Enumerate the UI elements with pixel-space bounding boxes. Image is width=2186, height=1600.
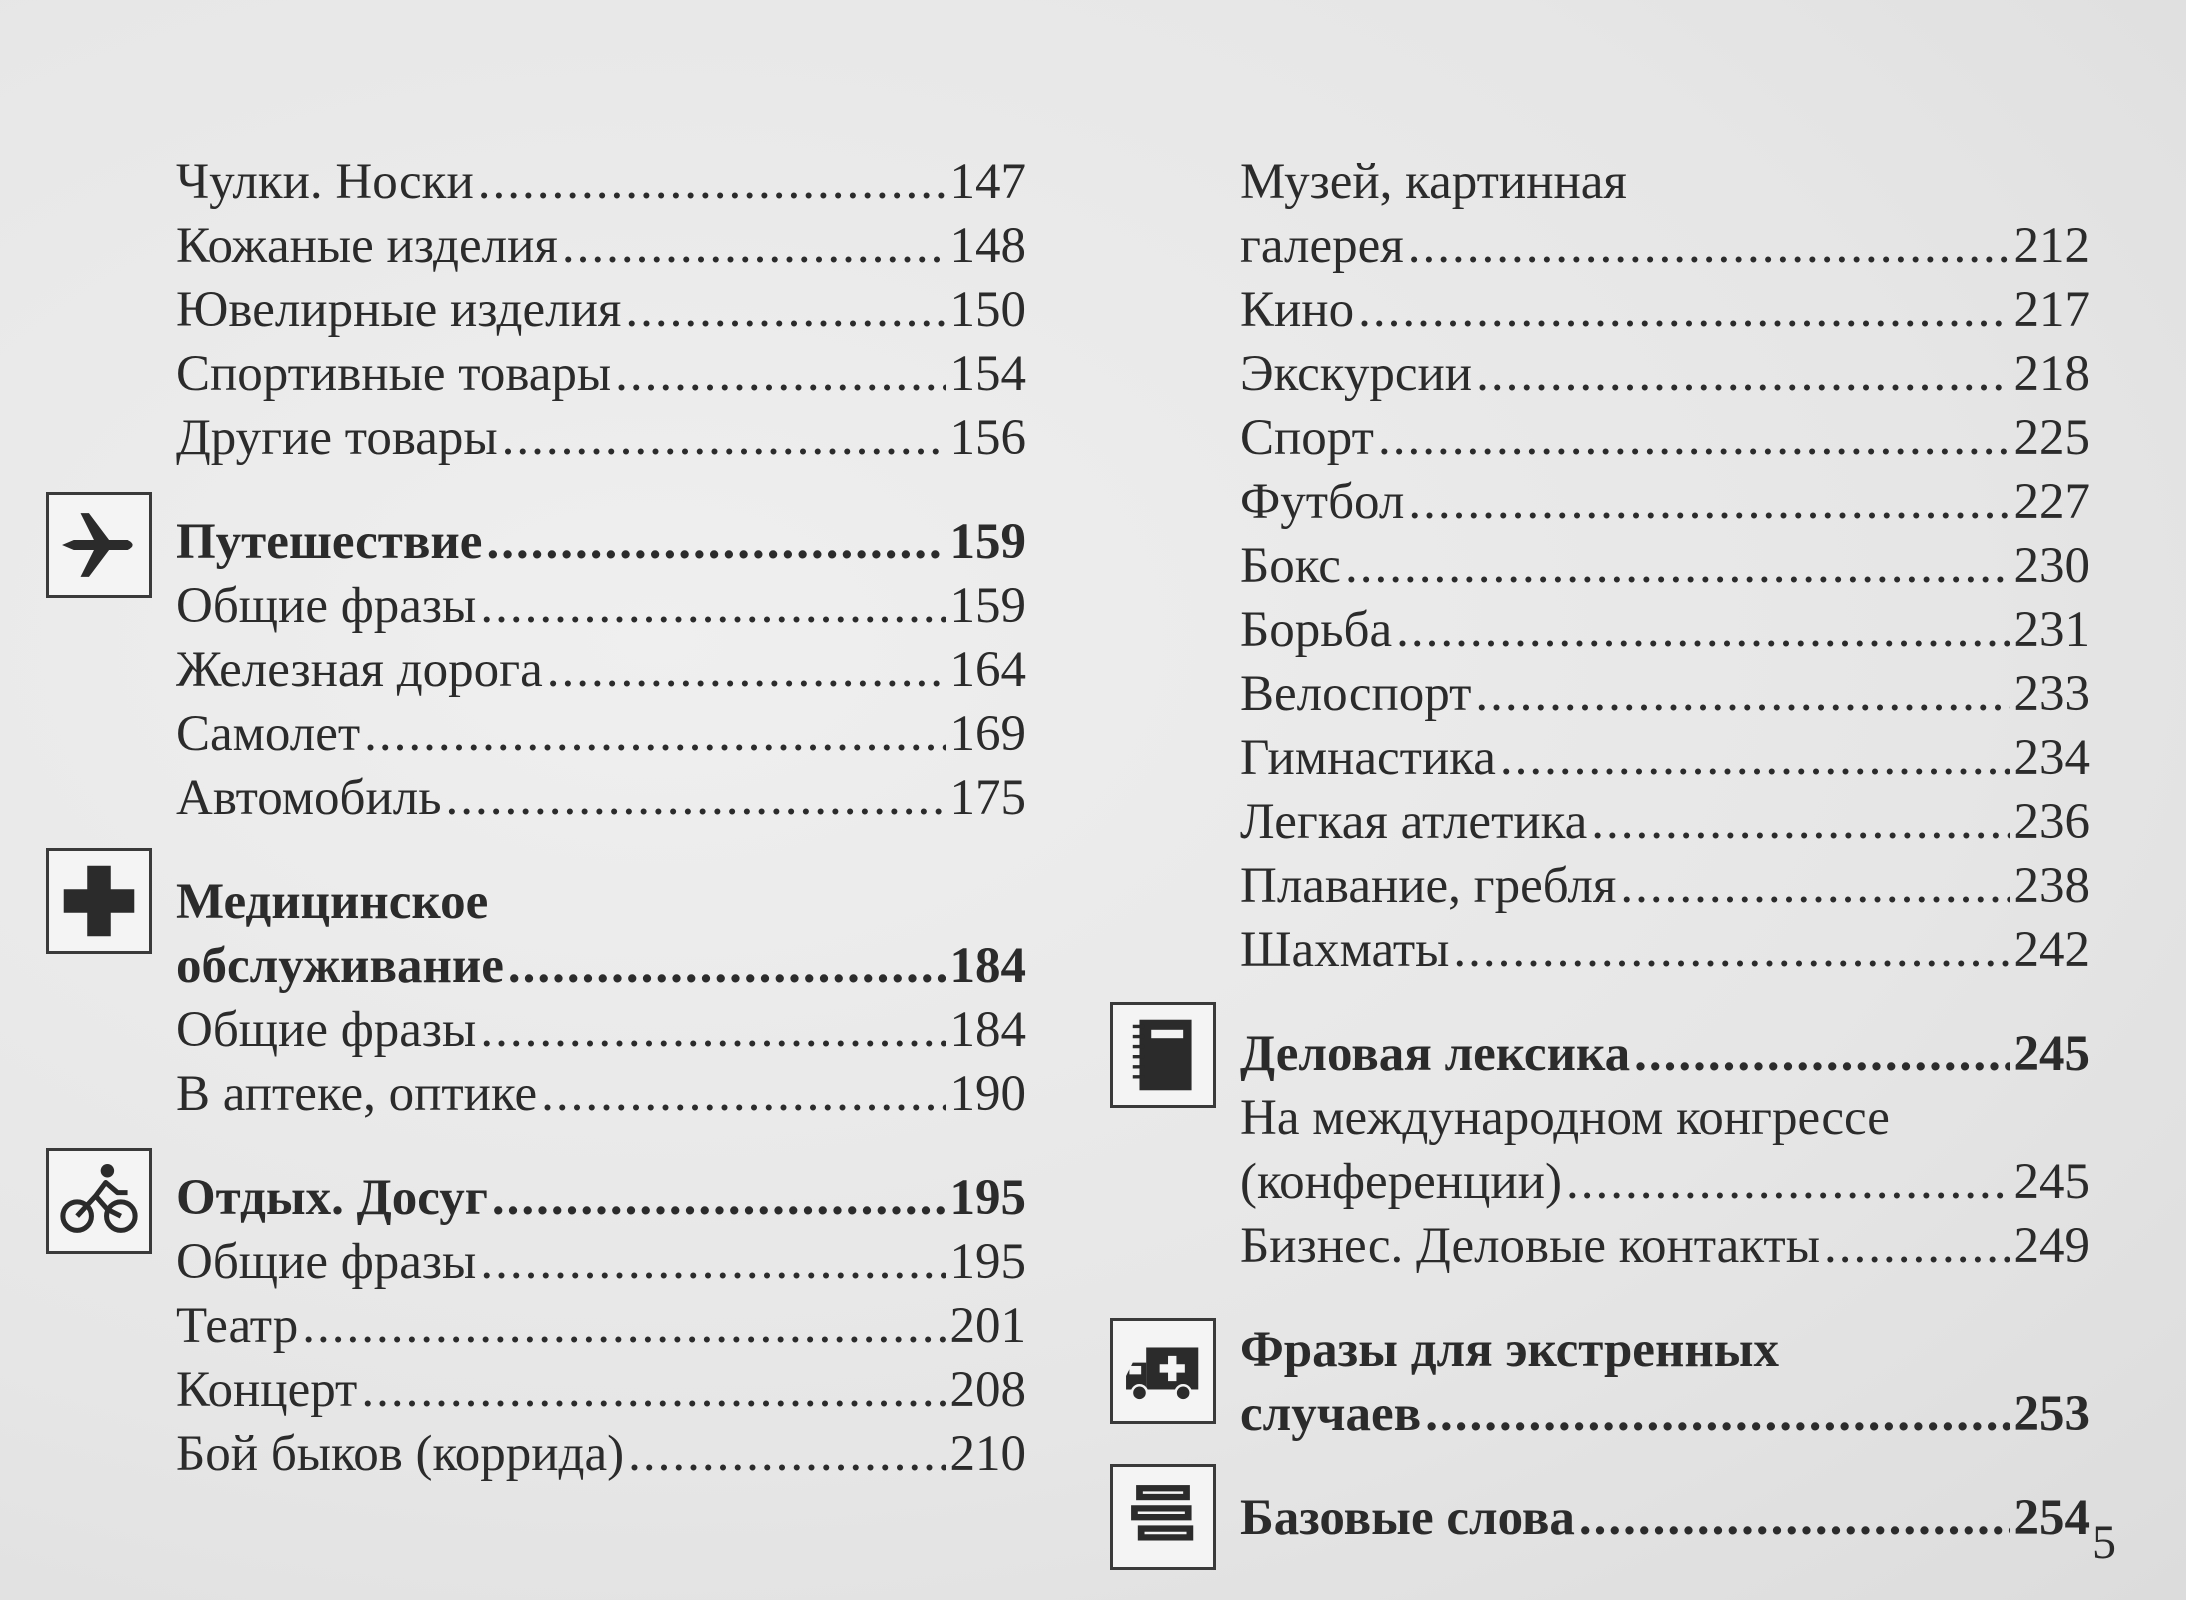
toc-section-travel <box>176 510 1026 830</box>
toc-entry: Велоспорт ..... 233 <box>1240 662 2090 726</box>
toc-entry-line1: На международном конгрессе <box>1240 1090 1890 1146</box>
toc-heading-medical: обслуживание ..... 184 <box>176 934 1026 998</box>
toc-entry: Борьба ..... 231 <box>1240 598 2090 662</box>
toc-entry: Футбол ..... 227 <box>1240 470 2090 534</box>
toc-heading-basic: Базовые слова ..... 254 <box>1240 1486 2090 1550</box>
books-icon <box>1110 1464 1216 1570</box>
toc-entry: Гимнастика ..... 234 <box>1240 726 2090 790</box>
toc-section-business <box>1240 1022 2090 1278</box>
toc-entry: Легкая атлетика ..... 236 <box>1240 790 2090 854</box>
toc-entry: Железная дорога ..... 164 <box>176 638 1026 702</box>
page-number: 5 <box>2092 1516 2116 1569</box>
toc-right-column <box>1240 150 2090 1550</box>
toc-entry: Ювелирные изделия ..... 150 <box>176 278 1026 342</box>
toc-heading-medical-line1: Медицинское <box>176 874 489 930</box>
toc-entry: Другие товары ..... 156 <box>176 406 1026 470</box>
toc-heading-business: Деловая лексика ..... 245 <box>1240 1022 2090 1086</box>
toc-entry: Бой быков (коррида) ..... 210 <box>176 1422 1026 1486</box>
toc-entry: Шахматы ..... 242 <box>1240 918 2090 982</box>
toc-section-emergency <box>1240 1318 2090 1446</box>
toc-entry: Общие фразы ..... 159 <box>176 574 1026 638</box>
toc-heading-emergency: случаев ..... 253 <box>1240 1382 2090 1446</box>
toc-heading-leisure: Отдых. Досуг ..... 195 <box>176 1166 1026 1230</box>
toc-entry: Чулки. Носки ..... 147 <box>176 150 1026 214</box>
toc-entry: галерея ..... 212 <box>1240 214 2090 278</box>
toc-entry: Кино ..... 217 <box>1240 278 2090 342</box>
medical-cross-icon <box>46 848 152 954</box>
toc-section-shopping <box>176 150 1026 470</box>
toc-entry: Общие фразы ..... 184 <box>176 998 1026 1062</box>
toc-entry: Самолет ..... 169 <box>176 702 1026 766</box>
cyclist-icon <box>46 1148 152 1254</box>
toc-section-basic <box>1240 1486 2090 1550</box>
toc-entry: Театр ..... 201 <box>176 1294 1026 1358</box>
toc-heading-travel: Путешествие ..... 159 <box>176 510 1026 574</box>
toc-entry: Бокс ..... 230 <box>1240 534 2090 598</box>
toc-entry: Бизнес. Деловые контакты ..... 249 <box>1240 1214 2090 1278</box>
toc-entry: Концерт ..... 208 <box>176 1358 1026 1422</box>
toc-entry: (конференции) ..... 245 <box>1240 1150 2090 1214</box>
toc-entry: Общие фразы ..... 195 <box>176 1230 1026 1294</box>
toc-left-column <box>176 150 1026 1486</box>
toc-section-leisure <box>176 1166 1026 1486</box>
toc-heading-emergency-line1: Фразы для экстренных <box>1240 1322 1780 1378</box>
toc-entry: Спортивные товары ..... 154 <box>176 342 1026 406</box>
toc-entry: Экскурсии ..... 218 <box>1240 342 2090 406</box>
toc-entry: Автомобиль ..... 175 <box>176 766 1026 830</box>
toc-section-medical <box>176 870 1026 1126</box>
toc-entry-line1: Музей, картинная <box>1240 154 1627 210</box>
toc-entry: Кожаные изделия ..... 148 <box>176 214 1026 278</box>
notebook-icon <box>1110 1002 1216 1108</box>
toc-section-culture <box>1240 150 2090 982</box>
ambulance-icon <box>1110 1318 1216 1424</box>
toc-entry: Плавание, гребля ..... 238 <box>1240 854 2090 918</box>
toc-entry: Спорт ..... 225 <box>1240 406 2090 470</box>
toc-entry: В аптеке, оптике ..... 190 <box>176 1062 1026 1126</box>
airplane-icon <box>46 492 152 598</box>
